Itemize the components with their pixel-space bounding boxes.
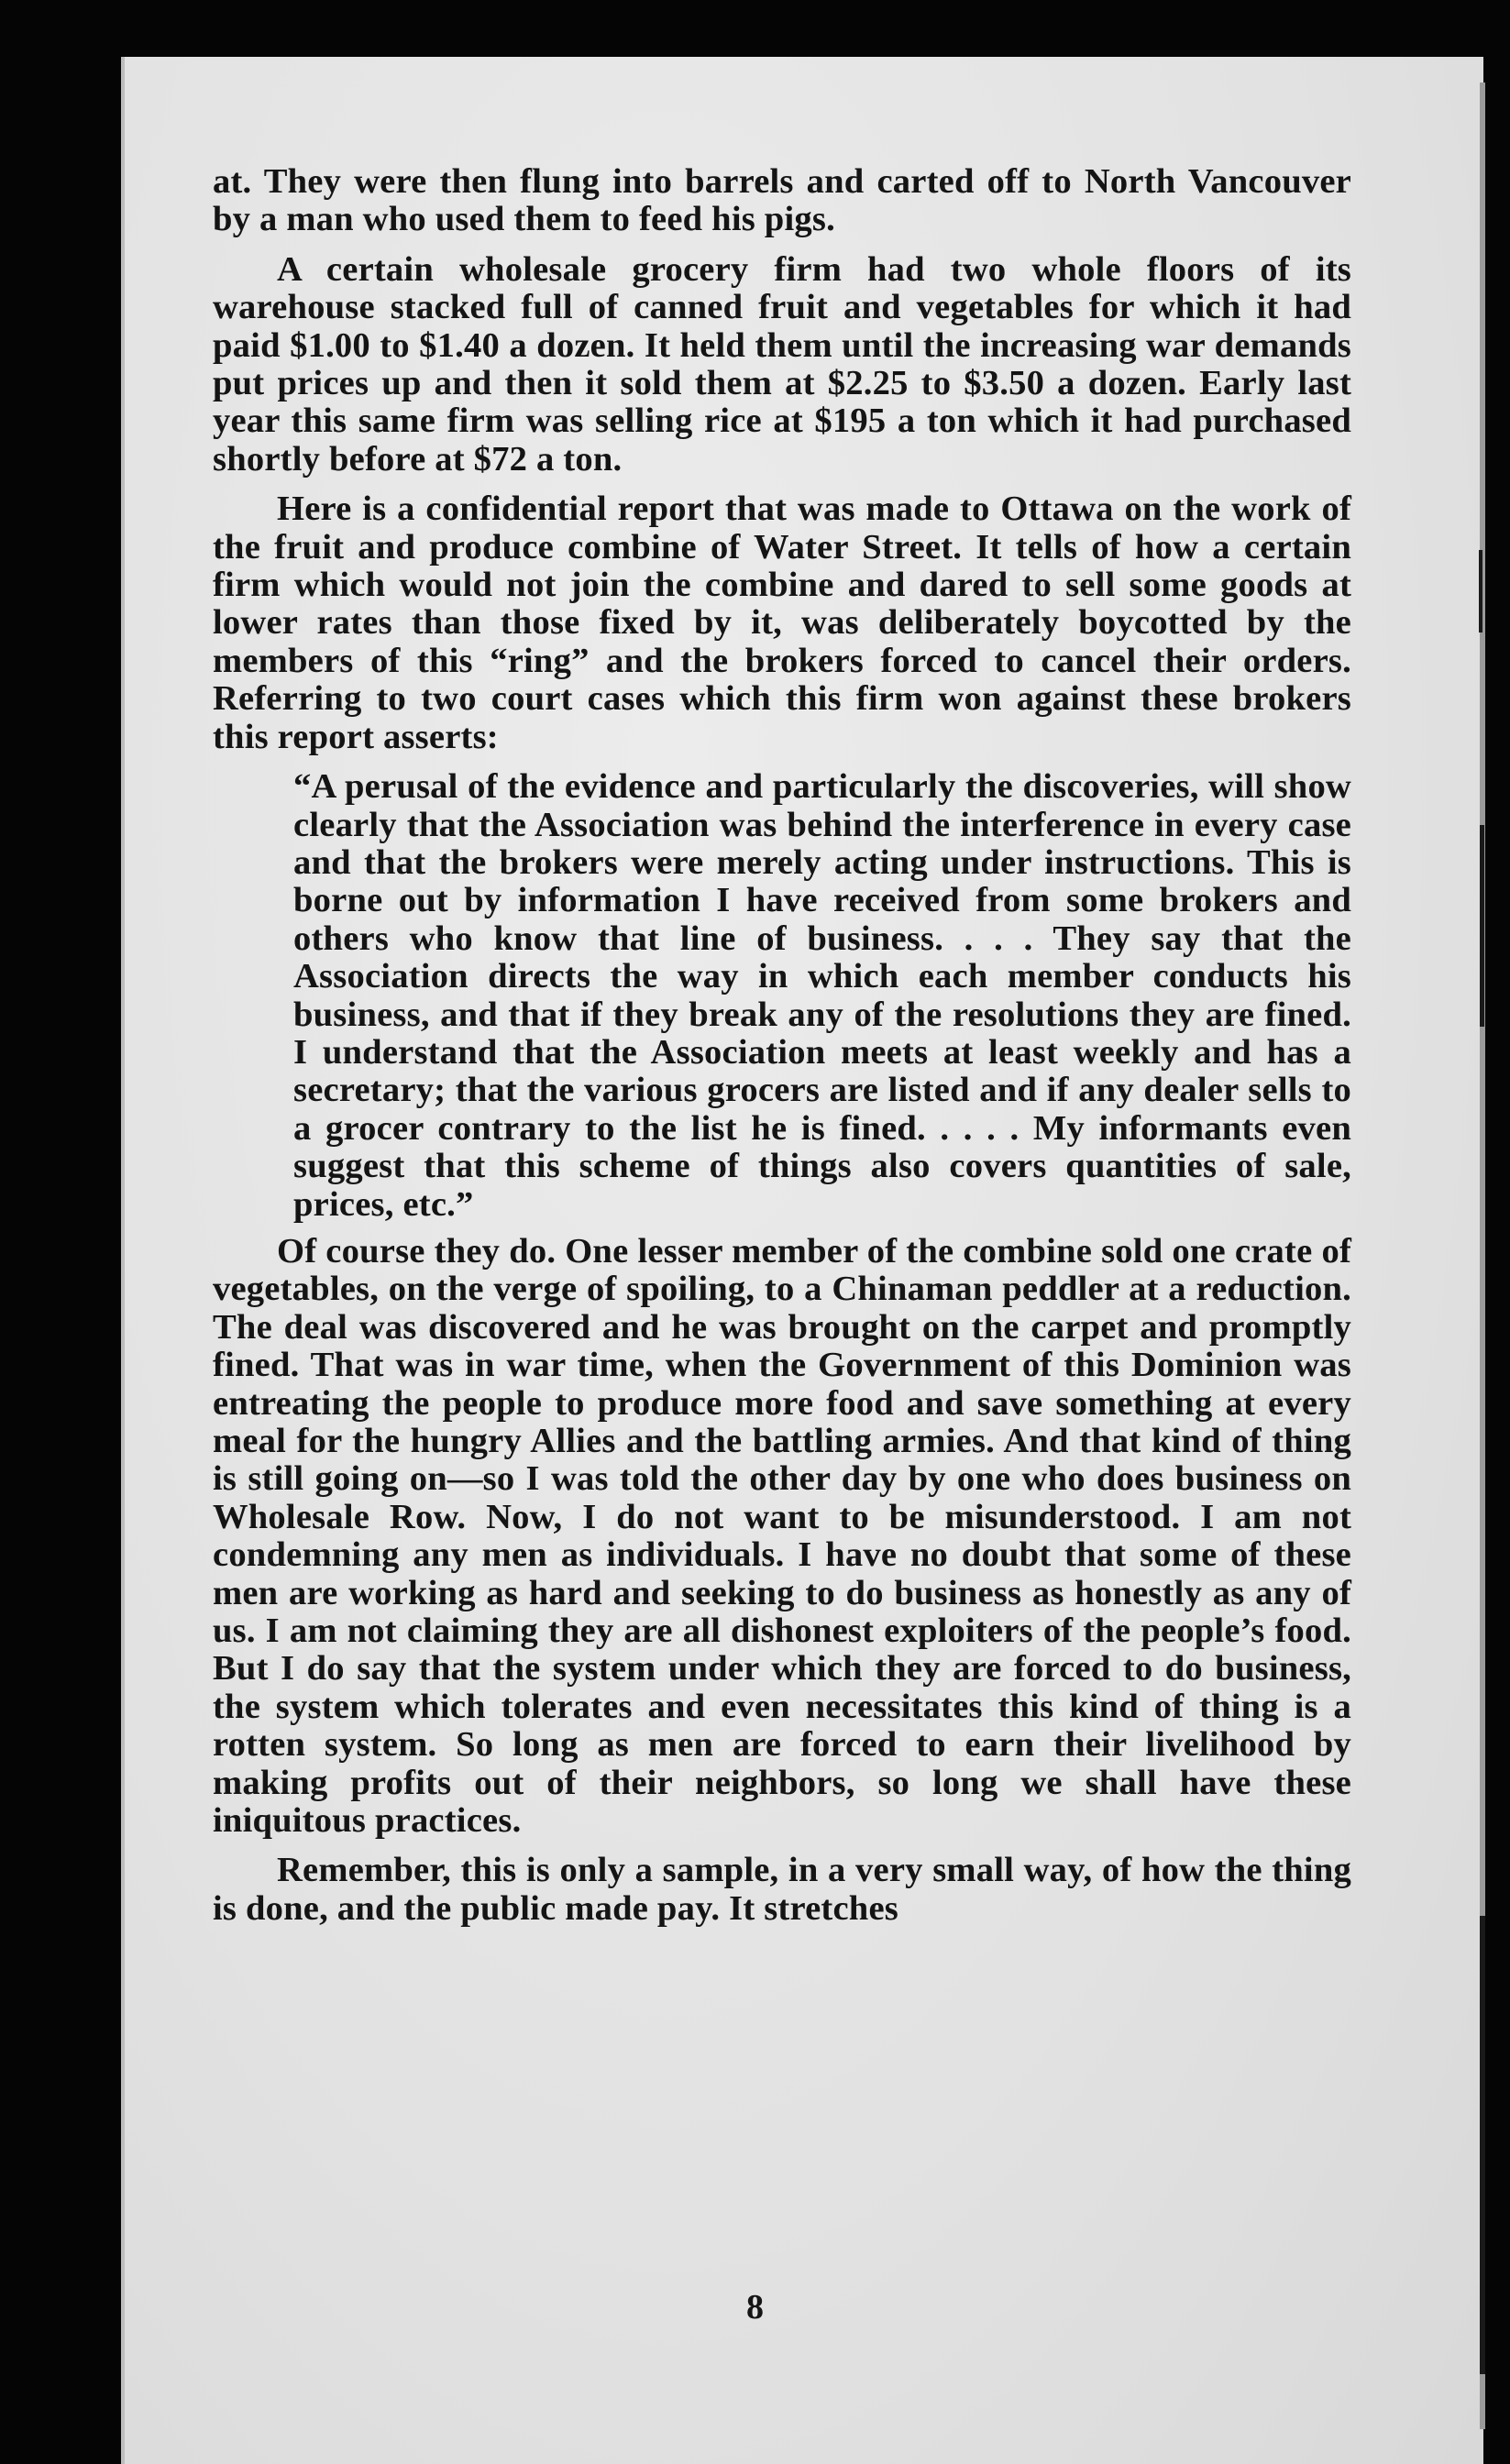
paragraph-1: at. They were then flung into barrels and carted off to North Vancouver by a man who used them to feed his pigs. [213, 162, 1351, 239]
page-number: 8 [746, 2288, 764, 2326]
paragraph-3: Here is a confidential report that was made to Ottawa on the work of the fruit and produce combine of Water Street. It tells of how a certain firm which would not join the combine and dared to sell some goods at lower rates than those fixed by it, was deliberately boycotted by the members of this “ring” and the brokers forced to cancel their orders. Referring to two court cases which this firm won against these brokers this report asserts: [213, 490, 1351, 756]
paragraph-4: Of course they do. One lesser member of the combine sold one crate of vegetables, on the verge of spoiling, to a Chinaman peddler at a reduction. The deal was discovered and he was brought on the carpet and promptly fined. That was in war time, when the Government of this Dominion was entreating the people to produce more food and save something at every meal for the hungry Allies and the battling armies. And that kind of thing is still going on—so I was told the other day by one who does business on Wholesale Row. Now, I do not want to be misunderstood. I am not condemning any men as individuals. I have no doubt that some of these men are working as hard and seeking to do business as honestly as any of us. I am not claiming they are all dishonest exploiters of the people’s food. But I do say that the system under which they are forced to do business, the system which tolerates and even necessitates this kind of thing is a rotten system. So long as men are forced to earn their livelihood by making profits out of their neighbors, so long we shall have these iniquitous practices. [213, 1231, 1351, 1841]
margin-mark [1480, 825, 1484, 1027]
paragraph-2: A certain wholesale grocery firm had two whole floors of its warehouse stacked full of canned fruit and vegetables for which it had paid $1.00 to $1.40 a dozen. It held them until the increasing war demands put prices up and then it sold them at $2.25 to $3.50 a dozen. Early last year this same firm was selling rice at $195 a ton which it had purchased shortly before at $72 a ton. [213, 249, 1351, 478]
block-quote: “A perusal of the evidence and particularly the discoveries, will show clearly that the Association was behind the interference in every case and that the brokers were merely acting under instructions. This is borne out by information I have received from some brokers and others who know that line of business. . . . They say that the Association directs the way in which each member conducts his business, and that if they break any of the resolutions they are fined. I understand that the Association meets at least weekly and has a secretary; that the various grocers are listed and if any dealer sells to a grocer contrary to the list he is fined. . . . . My informants even suggest that this scheme of things also covers quantities of sale, prices, etc.” [293, 767, 1351, 1224]
page-text [213, 163, 1351, 1928]
paragraph-5: Remember, this is only a sample, in a very small way, of how the thing is done, and the public made pay. It stretches [213, 1851, 1351, 1928]
margin-mark [1479, 550, 1482, 632]
